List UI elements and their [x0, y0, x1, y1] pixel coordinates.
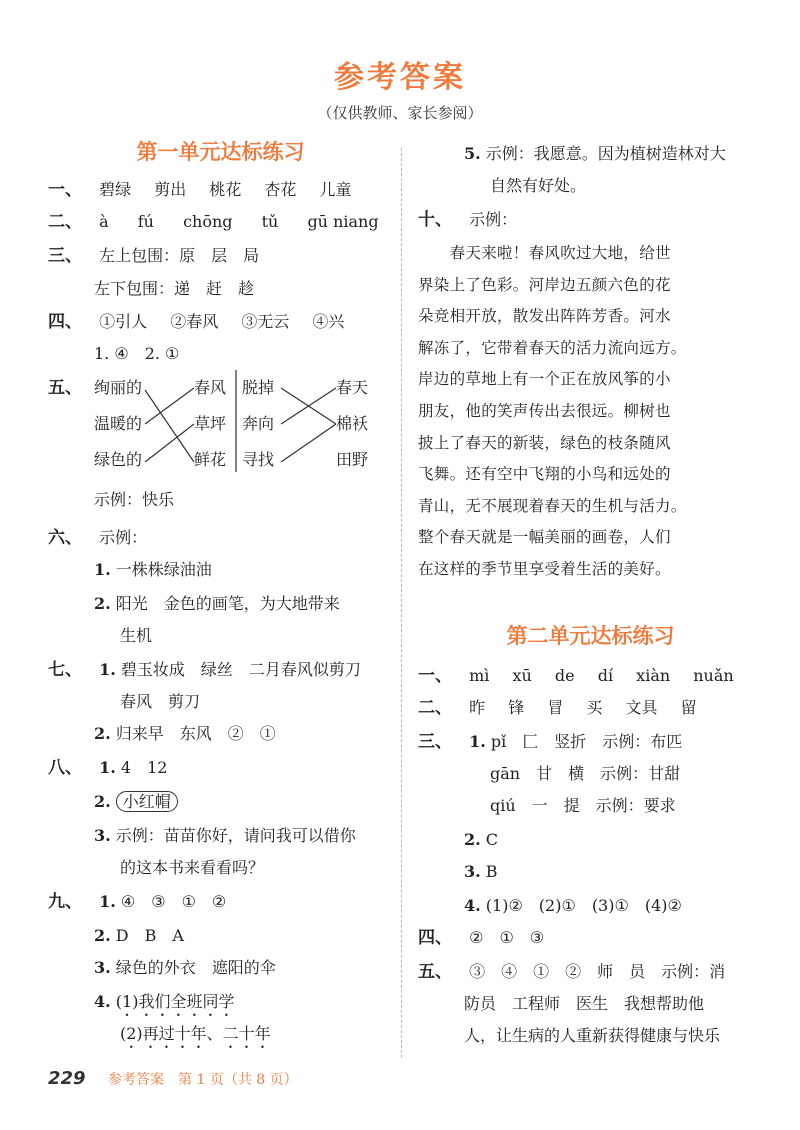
- page-title: 参考答案: [334, 60, 466, 95]
- answer-item: ④兴: [312, 312, 345, 331]
- answer-item: 昨: [469, 698, 486, 717]
- pinyin-item: xū: [512, 666, 532, 685]
- answer-item: 留: [680, 698, 697, 717]
- answer-line: 自然有好处。: [490, 176, 587, 195]
- answer-line: 3. 示例：苗苗你好，请问我可以借你: [94, 826, 356, 845]
- answer-line: 2. 归来早 东风 ② ①: [94, 724, 276, 743]
- unit2-title: 第二单元达标练习: [506, 624, 675, 648]
- unit2-section-5: [418, 960, 725, 984]
- essay-line: 岸边的草地上有一个正在放风筝的小: [418, 370, 671, 389]
- answer-line: gān 甘 横 示例：甘甜: [490, 764, 681, 783]
- pinyin-item: fú: [137, 212, 154, 231]
- section-label: 三、: [48, 246, 82, 266]
- unit1-section-10: [418, 208, 517, 232]
- unit2-section-4: [418, 926, 544, 950]
- sample-essay: [418, 238, 753, 586]
- answer-line: (2)再过十年、二十年: [120, 1024, 271, 1043]
- answer-item: ①引人: [99, 312, 148, 331]
- answer-line: 示例：: [99, 528, 148, 547]
- answer-item: 儿童: [319, 180, 352, 199]
- section-label: 五、: [48, 378, 82, 398]
- essay-line: 解冻了，它带着春天的活力流向远方。: [418, 338, 687, 357]
- pinyin-item: mì: [469, 666, 490, 685]
- section-label: 二、: [48, 212, 82, 232]
- answer-item: 杏花: [264, 180, 297, 199]
- section-label: 五、: [418, 962, 452, 982]
- unit1-section-9: 九、 1. ④ ③ ① ②: [48, 892, 227, 912]
- match-right-3: 田野: [336, 450, 369, 469]
- match-mid-1: 春风: [194, 378, 227, 397]
- answer-line: 5. 示例：我愿意。因为植树造林对大: [464, 144, 726, 163]
- match-left-1: 绚丽的: [94, 378, 143, 397]
- match-left-3: 绿色的: [94, 450, 143, 469]
- unit1-title: 第一单元达标练习: [136, 140, 305, 164]
- pinyin-item: à: [99, 212, 109, 231]
- match-left2-3: 寻找: [242, 450, 275, 469]
- page-footer: [48, 1068, 298, 1089]
- section-label: 四、: [48, 312, 82, 332]
- pinyin-item: nuǎn: [693, 666, 734, 685]
- essay-line: 在这样的季节里享受着生活的美好。: [418, 559, 671, 578]
- answer-line: 生机: [120, 626, 153, 645]
- answer-line: 碧玉妆成 绿丝 二月春风似剪刀: [120, 660, 361, 679]
- essay-line: 朋友，他的笑声传出去很远。柳树也: [418, 401, 671, 420]
- pinyin-item: dí: [597, 666, 614, 685]
- unit2-section-2: [418, 696, 715, 720]
- answer-line: 1. 一株株绿油油: [94, 560, 212, 579]
- match-right-2: 棉袄: [336, 414, 369, 433]
- circled-answer: 小红帽: [116, 791, 178, 812]
- answer-line: ② ① ③: [469, 928, 545, 947]
- page-header: [0, 52, 800, 123]
- section-label: 九、: [48, 892, 82, 912]
- answer-line: 人，让生病的人重新获得健康与快乐: [464, 1026, 721, 1045]
- essay-line: 界染上了色彩。河岸边五颜六色的花: [418, 275, 671, 294]
- answer-line: pǐ 匚 竖折 示例：布匹: [490, 732, 683, 751]
- answer-line: 4. (1)我们全班同学: [94, 992, 235, 1011]
- unit1-section-7: 七、 1. 碧玉妆成 绿丝 二月春风似剪刀: [48, 660, 361, 680]
- section-label: 二、: [418, 698, 452, 718]
- pinyin-item: tǔ: [261, 212, 279, 231]
- pinyin-item: de: [554, 666, 575, 685]
- essay-line: 朵竞相开放，散发出阵阵芳香。河水: [418, 307, 671, 326]
- answer-line: 春风 剪刀: [120, 692, 201, 711]
- answer-line: 4. (1)② (2)① (3)① (4)②: [464, 896, 682, 915]
- answer-item: ③无云: [241, 312, 290, 331]
- answer-line: 3. B: [464, 862, 498, 881]
- unit1-section-8: 八、 1. 4 12: [48, 758, 168, 778]
- section-label: 六、: [48, 528, 82, 548]
- answer-item: ②春风: [170, 312, 219, 331]
- answer-line: qiú 一 提 示例：要求: [490, 796, 676, 815]
- answer-line: 示例：快乐: [94, 490, 175, 509]
- page-subtitle: （仅供教师、家长参阅）: [317, 104, 483, 122]
- answer-item: 锋: [508, 698, 525, 717]
- answer-item: 剪出: [154, 180, 187, 199]
- essay-line: 青山，无不展现着春天的生机与活力。: [418, 496, 687, 515]
- answer-line: 示例：: [469, 210, 518, 229]
- essay-line: 整个春天就是一幅美丽的画卷，人们: [418, 528, 671, 547]
- answer-line: 2. D B A: [94, 926, 184, 945]
- answer-line: 1. ④ 2. ①: [94, 344, 180, 363]
- section-label: 八、: [48, 758, 82, 778]
- match-left-2: 温暖的: [94, 414, 143, 433]
- page-number: 229: [48, 1068, 86, 1089]
- answer-item: 冒: [547, 698, 564, 717]
- answer-line: 3. 绿色的外衣 遮阳的伞: [94, 958, 276, 977]
- section-label: 七、: [48, 660, 82, 680]
- section-label: 一、: [418, 666, 452, 686]
- answer-line: 2. 小红帽: [94, 790, 178, 814]
- unit2-section-3: 三、 1. pǐ 匚 竖折 示例：布匹: [418, 732, 683, 752]
- section-label: 一、: [48, 180, 82, 200]
- match-left2-1: 脱掉: [242, 378, 275, 397]
- answer-line: 左上包围：原 层 局: [99, 246, 260, 265]
- answer-item: 买: [586, 698, 603, 717]
- answer-item: 碧绿: [99, 180, 132, 199]
- column-divider: [401, 148, 402, 1058]
- pinyin-item: gū niang: [307, 212, 379, 231]
- match-right-1: 春天: [336, 378, 369, 397]
- match-mid-3: 鲜花: [194, 450, 227, 469]
- answer-line: 4 12: [120, 758, 168, 777]
- section-label: 十、: [418, 210, 452, 230]
- pinyin-item: xiàn: [636, 666, 671, 685]
- answer-line: 的这本书来看看吗？: [120, 858, 265, 877]
- section-label: 三、: [418, 732, 452, 752]
- answer-line: ③ ④ ① ② 师 员 示例：消: [469, 962, 726, 981]
- section-label: 四、: [418, 928, 452, 948]
- unit1-section-6: [48, 526, 147, 550]
- essay-line: 披上了春天的新装，绿色的枝条随风: [418, 433, 671, 452]
- match-left2-2: 奔向: [242, 414, 275, 433]
- unit2-section-1: [418, 664, 752, 688]
- answer-line: 2. C: [464, 830, 499, 849]
- matching-lines: [48, 132, 393, 492]
- match-mid-2: 草坪: [194, 414, 227, 433]
- essay-line: 春天来啦！春风吹过大地，给世: [418, 244, 671, 262]
- answer-line: ④ ③ ① ②: [120, 892, 227, 911]
- answer-item: 文具: [625, 698, 658, 717]
- answer-line: 防员 工程师 医生 我想帮助他: [464, 994, 705, 1013]
- answer-line: 左下包围：递 赶 趁: [94, 279, 255, 298]
- footer-text: 参考答案 第 1 页（共 8 页）: [108, 1072, 298, 1088]
- answer-item: 桃花: [209, 180, 242, 199]
- pinyin-item: chōng: [183, 212, 233, 231]
- essay-line: 飞舞。还有空中飞翔的小鸟和远处的: [418, 465, 671, 484]
- answer-line: 2. 阳光 金色的画笔，为大地带来: [94, 594, 340, 613]
